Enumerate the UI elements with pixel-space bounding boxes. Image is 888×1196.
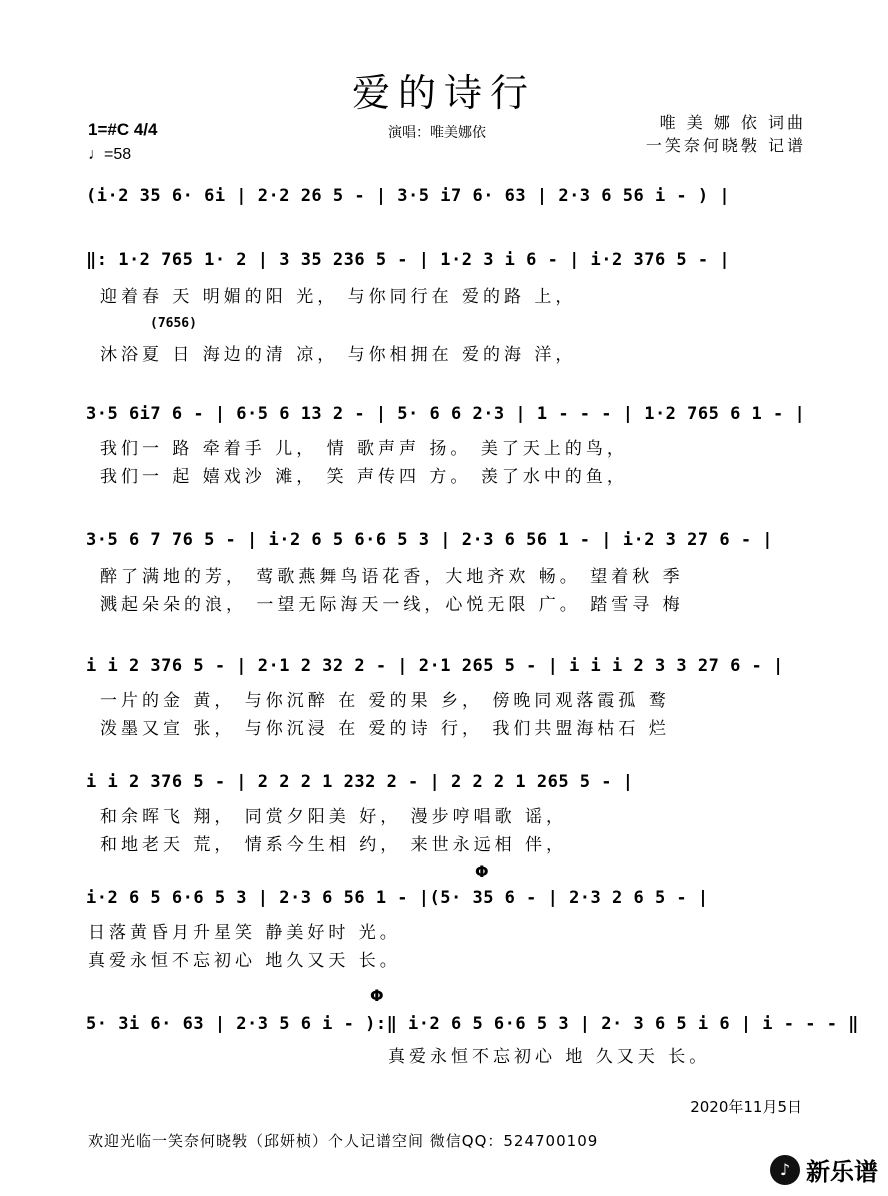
site-logo	[770, 1152, 878, 1187]
singer-credit: 演唱：唯美娜依	[388, 125, 486, 141]
lyric-line-3-verse-1: 醉了满地的芳， 莺歌燕舞鸟语花香，大地齐欢 畅。 望着秋 季	[100, 567, 684, 587]
lyric-line-6-verse-2: 真爱永恒不忘初心 地久又天 长。	[88, 951, 401, 971]
staff-line-2: 3·5 6i7 6 - | 6·5 6 13 2 - | 5· 6 6 2·3 | 1 - - - | 1·2 765 6 1 - |	[86, 404, 806, 424]
coda-icon: Φ	[475, 862, 489, 881]
music-note-icon: ♪	[770, 1155, 800, 1185]
lyric-line-1-verse-2: 沐浴夏 日 海边的清 凉， 与你相拥在 爱的海 洋，	[100, 345, 577, 365]
lyric-line-5-verse-2: 和地老天 荒， 情系今生相 约， 来世永远相 伴，	[100, 835, 568, 855]
lyric-line-2-verse-2: 我们一 起 嬉戏沙 滩， 笑 声传四 方。 羡了水中的鱼，	[100, 467, 628, 487]
staff-line-4: i i 2 376 5 - | 2·1 2 32 2 - | 2·1 265 5 - | i i i 2 3 3 27 6 - |	[86, 656, 784, 676]
transcriber-credit: 一笑奈何晓斅 记谱	[645, 136, 806, 155]
tempo-marking: ♩=58	[88, 146, 132, 163]
staff-line-intro: (i·2 35 6· 6i | 2·2 26 5 - | 3·5 i7 6· 63 | 2·3 6 56 i - ) |	[86, 186, 731, 206]
lyrics-music-credit: 唯 美 娜 依 词曲	[659, 113, 806, 132]
staff-line-3: 3·5 6 7 76 5 - | i·2 6 5 6·6 5 3 | 2·3 6 56 1 - | i·2 3 27 6 - |	[86, 530, 774, 550]
score-title: 爱的诗行	[351, 71, 536, 115]
staff-line-5: i i 2 376 5 - | 2 2 2 1 232 2 - | 2 2 2 1 265 5 - |	[86, 772, 634, 792]
lyric-line-2-verse-1: 我们一 路 牵着手 儿， 情 歌声声 扬。 美了天上的鸟，	[100, 439, 628, 459]
logo-text: 新乐谱	[806, 1158, 878, 1186]
lyric-line-5-verse-1: 和余晖飞 翔， 同赏夕阳美 好， 漫步哼唱歌 谣，	[100, 807, 568, 827]
staff-line-7: 5· 3i 6· 63 | 2·3 5 6 i - ):‖ i·2 6 5 6·6 5 3 | 2· 3 6 5 i 6 | i - - - ‖	[86, 1014, 859, 1034]
lyric-line-4-verse-2: 泼墨又宣 张， 与你沉浸 在 爱的诗 行， 我们共盟海枯石 烂	[100, 719, 670, 739]
staff-line-1: ‖: 1·2 765 1· 2 | 3 35 236 5 - | 1·2 3 i 6 - | i·2 376 5 - |	[86, 250, 731, 270]
variant-notes: (7656)	[150, 316, 197, 331]
lyric-line-6-verse-1: 日落黄昏月升星笑 静美好时 光。	[88, 923, 401, 943]
lyric-line-3-verse-2: 溅起朵朵的浪， 一望无际海天一线，心悦无限 广。 踏雪寻 梅	[100, 595, 684, 615]
footer-note: 欢迎光临一笑奈何晓斅（邱妍桢）个人记谱空间 微信QQ：524700109	[88, 1132, 599, 1150]
lyric-line-4-verse-1: 一片的金 黄， 与你沉醉 在 爱的果 乡， 傍晚同观落霞孤 鹜	[100, 691, 670, 711]
lyric-line-1-verse-1: 迎着春 天 明媚的阳 光， 与你同行在 爱的路 上，	[100, 287, 577, 307]
transcription-date: 2020年11月5日	[690, 1098, 802, 1116]
staff-line-6: i·2 6 5 6·6 5 3 | 2·3 6 56 1 - |(5· 35 6 - | 2·3 2 6 5 - |	[86, 888, 709, 908]
coda-icon: Φ	[370, 986, 384, 1005]
key-signature: 1=#C 4/4	[88, 120, 158, 139]
lyric-line-7: 真爱永恒不忘初心 地 久又天 长。	[388, 1047, 711, 1067]
